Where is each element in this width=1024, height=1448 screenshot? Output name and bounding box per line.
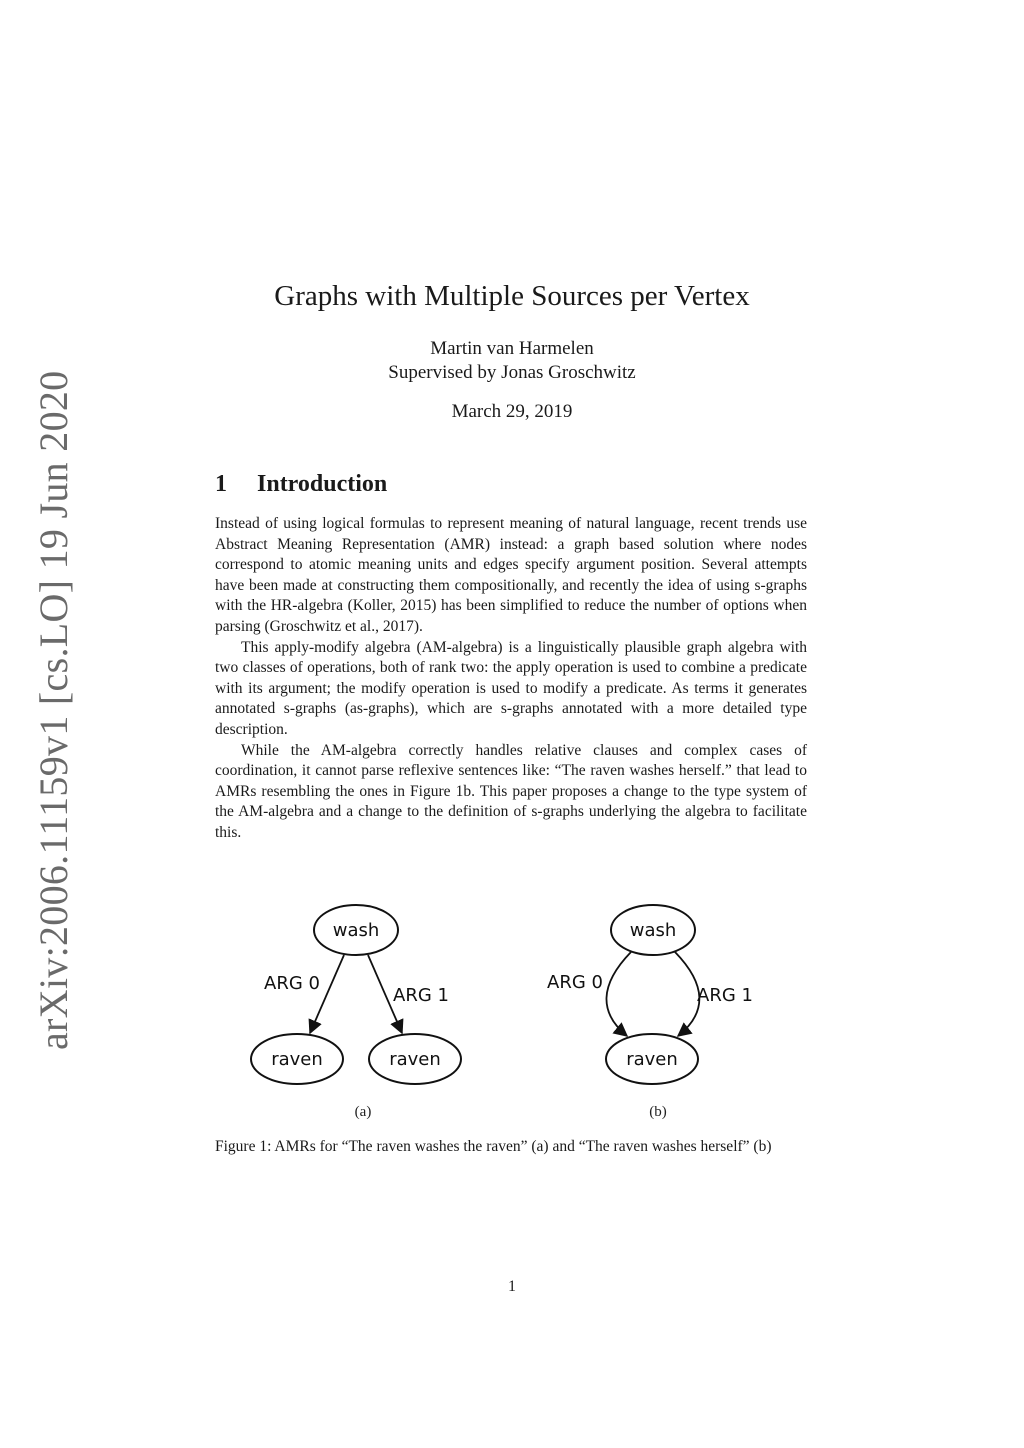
arxiv-identifier-stamp: arXiv:2006.11159v1 [cs.LO] 19 Jun 2020: [31, 370, 76, 1050]
graph-b-root-label: wash: [629, 920, 677, 941]
graph-b-edge-label-arg1: ARG 1: [697, 985, 753, 1006]
figure-1: [215, 895, 807, 1125]
graph-b-edge-arg0: [606, 952, 631, 1036]
graph-a-subcaption: (a): [354, 1104, 372, 1120]
paragraph-1: Instead of using logical formulas to represent meaning of natural language, recent trends use Abstract Meaning Representation (AMR) instead: a graph based solution where nodes correspond to atomic meaning units and edges specify argument position. Several attempts have been made at constructing them compositionally, and recently the idea of using s-graphs with the HR-algebra (Koller, 2015) has been simplified to reduce the number of options when parsing (Groschwitz et al., 2017).: [215, 515, 807, 635]
graph-a-edge-label-arg0: ARG 0: [264, 973, 320, 994]
graph-b-edge-label-arg0: ARG 0: [547, 972, 603, 993]
introduction-body: [215, 514, 807, 844]
graph-b-edge-arg1: [675, 952, 699, 1036]
supervisor-line: Supervised by Jonas Groschwitz: [388, 362, 636, 383]
graph-a-edge-arg0: [310, 955, 344, 1033]
figure-1-graphs: [215, 895, 807, 1125]
section-number: 1: [215, 471, 227, 497]
graph-a-child-label-right: raven: [389, 1049, 441, 1070]
page-number: 1: [508, 1278, 516, 1295]
graph-b-child-label: raven: [626, 1049, 678, 1070]
graph-b: [547, 905, 753, 1120]
paper-title: Graphs with Multiple Sources per Vertex: [274, 280, 750, 312]
paragraph-3: While the AM-algebra correctly handles relative clauses and complex cases of coordination, it cannot parse reflexive sentences like: “The raven washes herself.” that lead to AMRs resembling the ones in Figure 1b. This paper proposes a change to the type system of the AM-algebra and a change to the definition of s-graphs underlying the algebra to facilitate this.: [215, 741, 807, 841]
graph-a: [251, 905, 461, 1120]
section-title: Introduction: [257, 471, 388, 497]
figure-1-caption: Figure 1: AMRs for “The raven washes the raven” (a) and “The raven washes herself” (b): [215, 1138, 772, 1155]
author-name: Martin van Harmelen: [430, 338, 594, 359]
graph-a-child-label-left: raven: [271, 1049, 323, 1070]
graph-a-root-label: wash: [332, 920, 380, 941]
graph-b-subcaption: (b): [649, 1104, 667, 1120]
paper-date: March 29, 2019: [451, 401, 573, 422]
paragraph-2: This apply-modify algebra (AM-algebra) is a linguistically plausible graph algebra with two classes of operations, both of rank two: the apply operation is used to combine a predicate with its argument; the modify operation is used to modify a predicate. As terms it generates annotated s-graphs (as-graphs), which are s-graphs annotated with a more detailed type description.: [215, 638, 807, 738]
section-heading: [215, 471, 387, 498]
graph-a-edge-label-arg1: ARG 1: [393, 985, 449, 1006]
